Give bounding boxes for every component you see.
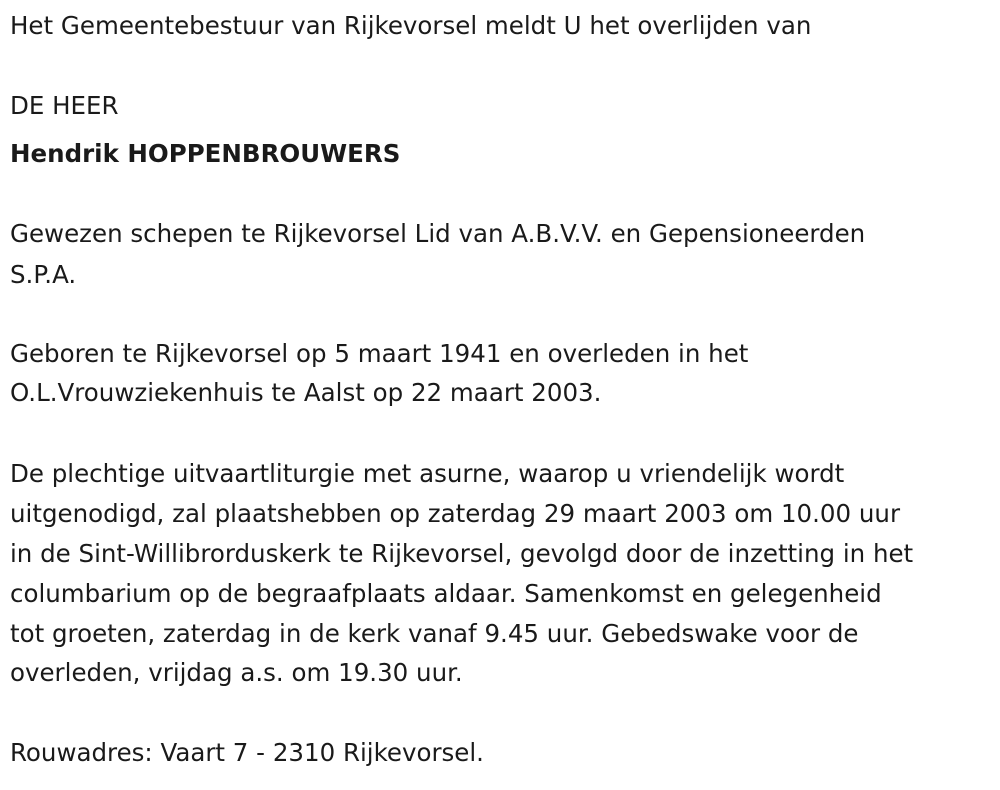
mourning-address: Rouwadres: Vaart 7 - 2310 Rijkevorsel. (10, 738, 484, 767)
funeral-line: De plechtige uitvaartliturgie met asurne, waarop u vriendelijk wordt (10, 459, 845, 488)
birth-death-line: Geboren te Rijkevorsel op 5 maart 1941 en overleden in het (10, 339, 749, 368)
funeral-line: uitgenodigd, zal plaatshebben op zaterdag 29 maart 2003 om 10.00 uur (10, 499, 901, 528)
funeral-line: overleden, vrijdag a.s. om 19.30 uur. (10, 658, 463, 687)
deceased-name: Hendrik HOPPENBROUWERS (10, 139, 401, 168)
title-line: S.P.A. (10, 260, 77, 289)
funeral-line: tot groeten, zaterdag in de kerk vanaf 9.45 uur. Gebedswake voor de (10, 619, 859, 648)
birth-death-line: O.L.Vrouwziekenhuis te Aalst op 22 maart 2003. (10, 378, 602, 407)
intro-text: Het Gemeentebestuur van Rijkevorsel meldt U het overlijden van (10, 11, 812, 40)
funeral-line: in de Sint-Willibrorduskerk te Rijkevorsel, gevolgd door de inzetting in het (10, 539, 914, 568)
salutation: DE HEER (10, 91, 119, 120)
title-line: Gewezen schepen te Rijkevorsel Lid van A.B.V.V. en Gepensioneerden (10, 219, 866, 248)
funeral-line: columbarium op de begraafplaats aldaar. Samenkomst en gelegenheid (10, 579, 882, 608)
